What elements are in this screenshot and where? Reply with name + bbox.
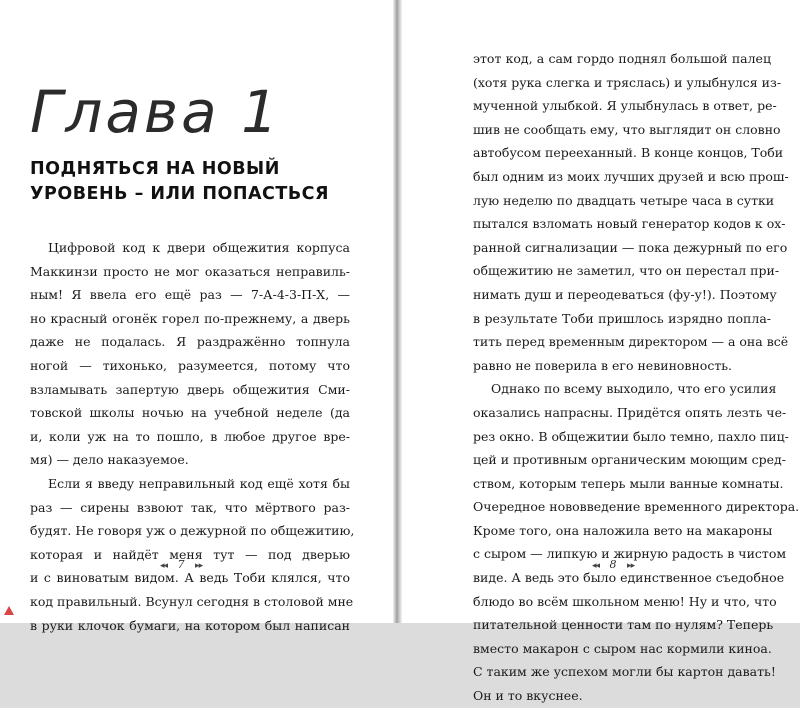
text-line: ногой — тихонько, разумеется, потому что [30,357,350,373]
text-line: ранной сигнализации — пока дежурный по его [473,239,788,255]
text-line: общежитию не заметил, что он перестал при- [473,263,780,279]
text-line: в результате Тоби пришлось изрядно попла- [473,310,771,326]
text-line: С таким же успехом могли бы картон давать! [473,664,776,680]
text-line: Кроме того, она наложила вето на макароны [473,522,773,538]
text-line: с сыром — липкую и жирную радость в чистом [473,546,787,562]
text-line: ством, которым теперь мыли ванные комнаты. [473,475,784,491]
text-line: будят. Не говоря уж о дежурной по общежитию, [30,523,355,539]
text-line: тить перед временным директором — а она всё [473,334,789,350]
page-number: 7 [177,558,185,571]
text-line: виде. А ведь это было единственное съедобное [473,570,785,586]
folio-ornament-right-icon: ▸▸ [627,561,635,571]
text-line: питательной ценности там по нулям? Теперь [473,617,774,633]
page-number: 8 [609,558,617,571]
folio-ornament-left-icon: ◂◂ [160,561,168,571]
text-line: равно не поверила в его невиновность. [473,357,733,373]
text-line: товской школы ночью на учебной неделе (да [30,405,350,421]
text-line: Цифровой код к двери общежития корпуса [48,240,350,255]
left-page-text [30,236,355,637]
text-line: но красный огонёк горел по-прежнему, а дверь [30,310,350,326]
text-line: раз — сирены взвоют так, что мёртвого раз- [30,499,350,515]
text-line: рез окно. В общежитии было темно, пахло пиц- [473,428,789,444]
text-line: Очередное нововведение временного директора. [473,499,800,515]
text-line: в руки клочок бумаги, на котором был написан [30,617,350,633]
text-line: оказались напрасны. Придётся опять лезть че- [473,404,787,420]
text-line: мя) — дело наказуемое. [30,452,189,468]
text-line: даже не подалась. Я раздражённо топнула [30,334,350,350]
left-page [0,0,393,633]
text-line: ным! Я ввела его ещё раз — 7-А-4-3-П-Х, — [30,287,350,303]
corner-marker-icon [4,606,14,615]
chapter-subtitle-line: ПОДНЯТЬСЯ НА НОВЫЙ [30,159,280,179]
page-number-right [592,558,634,571]
chapter-title: Глава 1 [30,78,281,146]
folio-ornament-left-icon: ◂◂ [592,561,600,571]
text-line: и с виноватым видом. А ведь Тоби клялся, что [30,570,350,586]
book-gutter [393,0,402,623]
text-line: мученной улыбкой. Я улыбнулась в ответ, ре- [473,98,777,114]
text-line: Однако по всему выходило, что его усилия [491,381,777,397]
text-line: был одним из моих лучших друзей и всю прош- [473,168,789,184]
page-number-left [160,558,202,571]
text-line: и, коли уж на то пошло, в любое другое вре- [30,428,350,444]
right-page-text [473,47,800,708]
text-line: которая и найдёт меня тут — под дверью [30,546,350,562]
text-line: нимать душ и переодеваться (фу-у!). Поэтому [473,286,777,302]
text-line: пытался взломать новый генератор кодов к ох- [473,216,786,232]
text-line: блюдо во всём школьном меню! Ну и что, что [473,593,777,609]
text-line: код правильный. Всунул сегодня в столовой мне [30,593,354,609]
text-line: шив не сообщать ему, что выглядит он словно [473,121,781,137]
text-line: (хотя рука слегка и тряслась) и улыбнулся из- [473,74,782,90]
text-line: Если я введу неправильный код ещё хотя бы [48,475,350,491]
text-line: Маккинзи просто не мог оказаться неправиль- [30,263,350,279]
text-line: Он и то вкуснее. [473,688,583,704]
text-line: этот код, а сам гордо поднял большой палец [473,51,771,66]
chapter-subtitle-line: УРОВЕНЬ – ИЛИ ПОПАСТЬСЯ [30,184,329,204]
text-line: цей и противным органическим моющим сред- [473,452,786,468]
folio-ornament-right-icon: ▸▸ [195,561,203,571]
text-line: лую неделю по двадцать четыре часа в сутки [473,192,775,208]
text-line: взламывать запертую дверь общежития Сми- [30,381,350,397]
right-page [402,0,800,704]
text-line: вместо макарон с сыром нас кормили киноа. [473,640,772,656]
text-line: автобусом перееханный. В конце концов, Тоби [473,145,784,161]
chapter-subtitle [30,157,350,207]
